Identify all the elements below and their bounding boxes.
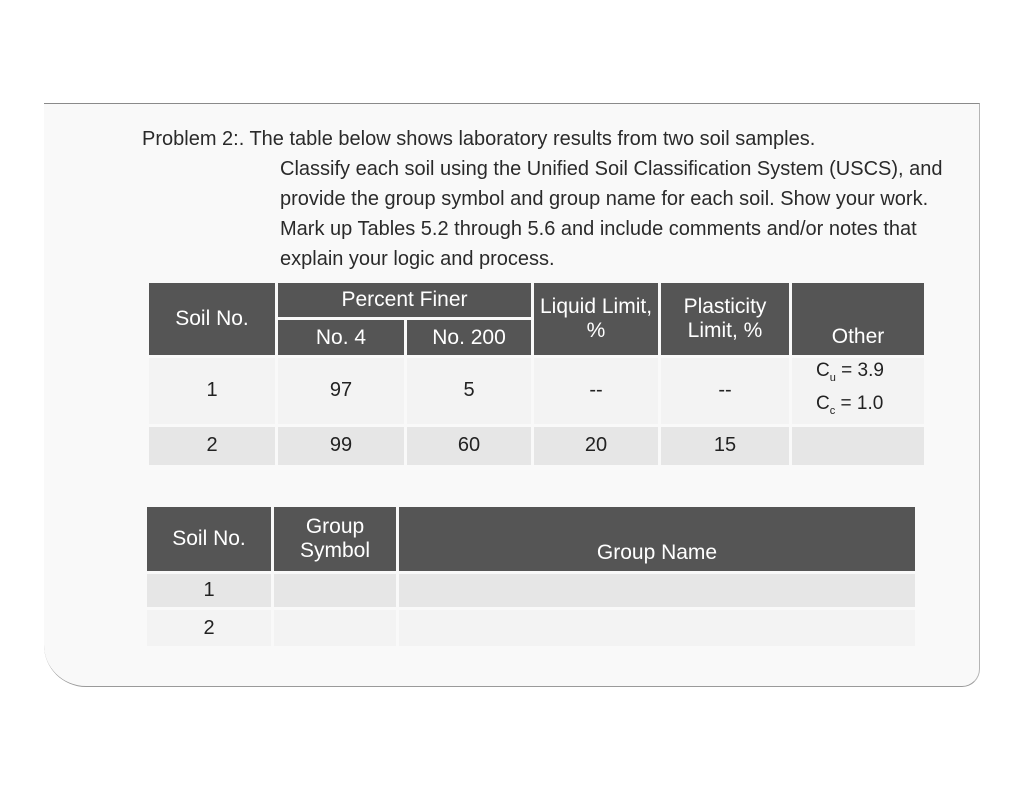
table-row bbox=[147, 574, 915, 607]
cell-no200: 5 bbox=[407, 358, 531, 424]
header-plasticity-limit: Plasticity Limit, % bbox=[661, 283, 789, 355]
header-soil-no: Soil No. bbox=[147, 507, 271, 571]
cell-plasticity-limit: -- bbox=[661, 358, 789, 424]
table-row bbox=[147, 610, 915, 646]
cell-soil: 2 bbox=[149, 427, 275, 465]
cell-soil: 1 bbox=[149, 358, 275, 424]
header-no4: No. 4 bbox=[278, 320, 404, 355]
cell-no4: 97 bbox=[278, 358, 404, 424]
header-no200: No. 200 bbox=[407, 320, 531, 355]
cell-no4: 99 bbox=[278, 427, 404, 465]
header-liquid-limit: Liquid Limit, % bbox=[534, 283, 658, 355]
cu-line: $C_u = 3.9$ bbox=[816, 360, 884, 384]
cell-plasticity-limit: 15 bbox=[661, 427, 789, 465]
cell-other bbox=[792, 358, 924, 424]
cc-line: $C_c = 1.0$ bbox=[816, 392, 884, 417]
cell-liquid-limit: 20 bbox=[534, 427, 658, 465]
cell-group-name[interactable] bbox=[399, 574, 915, 607]
header-group-symbol: Group Symbol bbox=[274, 507, 396, 571]
header-percent-finer: Percent Finer bbox=[278, 283, 531, 317]
classification-table bbox=[144, 504, 918, 649]
cell-other bbox=[792, 427, 924, 465]
cell-group-symbol[interactable] bbox=[274, 610, 396, 646]
soil-data-table bbox=[146, 280, 927, 468]
problem-statement bbox=[142, 124, 962, 274]
problem-first-line: The table below shows laboratory results from two soil samples. bbox=[249, 128, 816, 150]
cell-group-symbol[interactable] bbox=[274, 574, 396, 607]
cell-liquid-limit: -- bbox=[534, 358, 658, 424]
header-group-name: Group Name bbox=[399, 507, 915, 571]
cell-soil: 1 bbox=[147, 574, 271, 607]
header-soil-no: Soil No. bbox=[149, 283, 275, 355]
cell-soil: 2 bbox=[147, 610, 271, 646]
problem-label: Problem 2:. bbox=[142, 128, 245, 150]
header-other: Other bbox=[792, 283, 924, 355]
cell-group-name[interactable] bbox=[399, 610, 915, 646]
table-row bbox=[149, 427, 924, 465]
cell-no200: 60 bbox=[407, 427, 531, 465]
problem-continuation: Classify each soil using the Unified Soil Classification System (USCS), and provide the group symbol and group name for each soil. Show your work. Mark up Tables 5.2 through 5.6 and include comments and/or notes that explain your logic and process. bbox=[280, 158, 943, 270]
table-row bbox=[149, 358, 924, 424]
